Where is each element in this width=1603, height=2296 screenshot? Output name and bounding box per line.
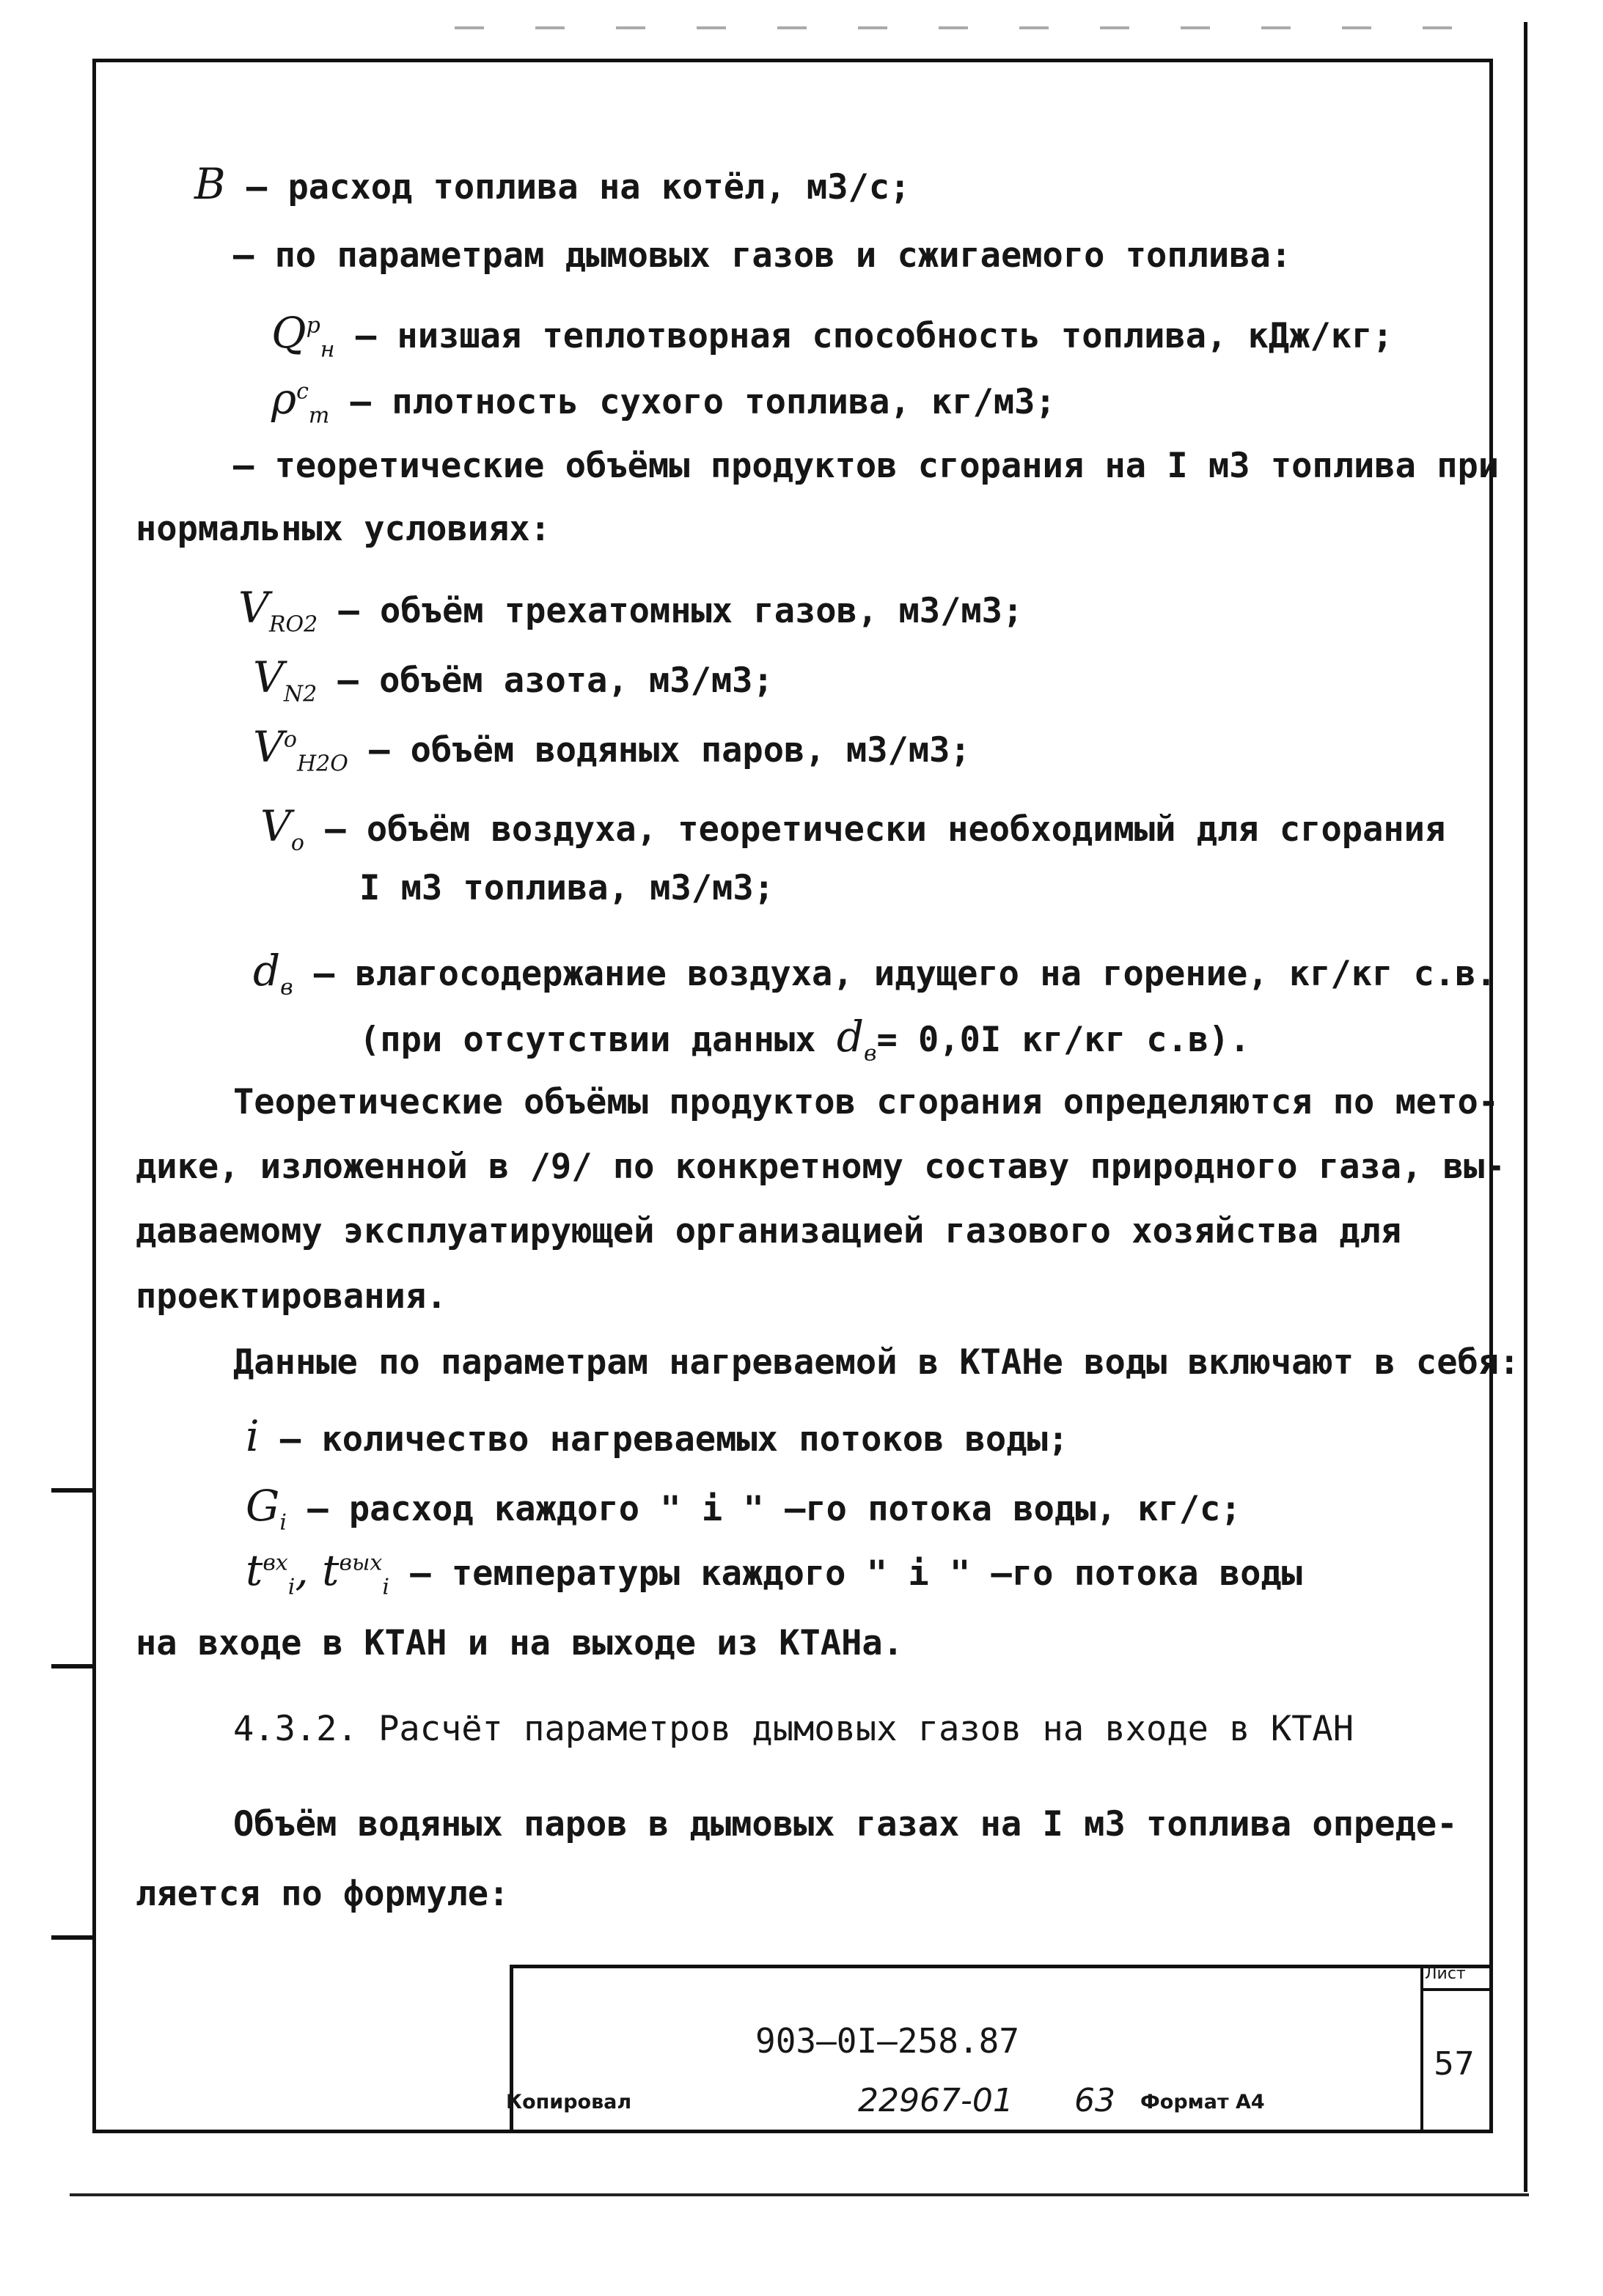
line-text: Данные по параметрам нагреваемой в КТАНе воды включают в себя: (233, 1342, 1520, 1383)
text-line (271, 308, 1393, 363)
text-line (246, 1545, 1302, 1600)
line-text: 4.3.2. Расчёт параметров дымовых газов на входе в КТАН (233, 1709, 1354, 1749)
text-line (136, 509, 551, 549)
text-line (233, 1342, 1520, 1383)
margin-tick (51, 1488, 95, 1493)
line-text: – влагосодержание воздуха, идущего на горение, кг/кг с.в. (293, 954, 1497, 994)
page-number: 63 (1074, 2082, 1115, 2119)
line-text: нормальных условиях: (136, 509, 551, 549)
symbol: B (194, 159, 226, 209)
symbol: $V_{N2}$ (253, 652, 318, 707)
text-line (233, 446, 1500, 486)
text-line (260, 801, 1446, 856)
margin-tick (51, 1935, 95, 1940)
line-text: – расход каждого " i " –го потока воды, кг/с; (286, 1489, 1241, 1529)
text-line (253, 722, 971, 777)
sheet-separator (1420, 1988, 1492, 1991)
line-text: ляется по формуле: (136, 1874, 510, 1914)
line-text: – расход топлива на котёл, м3/с; (225, 167, 911, 207)
text-line (253, 946, 1497, 1001)
symbol: i (246, 1411, 260, 1461)
format-label: Формат А4 (1140, 2091, 1265, 2113)
text-line (194, 159, 911, 209)
line-text: – плотность сухого топлива, кг/м3; (329, 382, 1056, 422)
text-line (253, 652, 774, 707)
line-text: Объём водяных паров в дымовых газах на I м3 топлива опреде- (233, 1804, 1458, 1844)
line-text: – количество нагреваемых потоков воды; (259, 1419, 1069, 1460)
symbol: $G_i$ (246, 1481, 287, 1536)
text-line (246, 1481, 1241, 1536)
order-number: 22967-01 (858, 2082, 1013, 2119)
line-text: = 0,0I кг/кг с.в). (876, 1020, 1250, 1060)
text-line (359, 1012, 1250, 1067)
text-line (136, 1276, 447, 1317)
line-text: I м3 топлива, м3/м3; (359, 868, 774, 908)
outer-right-border (1524, 22, 1527, 2192)
line-text: – объём водяных паров, м3/м3; (348, 730, 971, 770)
symbol: $Q^р_н$ (271, 308, 335, 363)
text-line (136, 1623, 903, 1663)
symbol: $d_в$ (253, 946, 293, 1001)
symbol: $V_o$ (260, 801, 304, 856)
line-text: – по параметрам дымовых газов и сжигаемого топлива: (233, 235, 1292, 276)
line-text: Теоретические объёмы продуктов сгорания определяются по мето- (233, 1082, 1500, 1122)
line-text: на входе в КТАН и на выходе из КТАНа. (136, 1623, 903, 1663)
symbol: $d_в$ (836, 1012, 877, 1067)
symbol: $V_{RO2}$ (238, 583, 318, 638)
symbol: $\rho^c_т$ (271, 374, 330, 429)
margin-tick (51, 1664, 95, 1668)
text-line (233, 1082, 1500, 1122)
text-line (136, 1211, 1402, 1251)
bottom-rule (70, 2193, 1529, 2196)
text-line (359, 868, 774, 908)
line-text: – объём воздуха, теоретически необходимый для сгорания (304, 809, 1446, 850)
section-heading (233, 1709, 1354, 1749)
text-line (136, 1874, 510, 1914)
line-text: – объём азота, м3/м3; (317, 661, 774, 701)
line-text: – температуры каждого " i " –го потока воды (389, 1553, 1302, 1594)
text-line (271, 374, 1056, 429)
text-line (136, 1147, 1505, 1187)
line-text: – низшая теплотворная способность топлива, кДж/кг; (334, 316, 1393, 356)
sheet-label: Лист (1425, 1965, 1466, 1983)
line-text: даваемому эксплуатирующей организацией газового хозяйства для (136, 1211, 1402, 1251)
text-line (238, 583, 1024, 638)
line-text: – объём трехатомных газов, м3/м3; (318, 591, 1024, 631)
symbol: $t^{вх}_i$, $t^{вых}_i$ (246, 1545, 389, 1600)
text-line (246, 1411, 1069, 1461)
text-line (233, 235, 1292, 276)
line-text: дике, изложенной в /9/ по конкретному составу природного газа, вы- (136, 1147, 1505, 1187)
text-line (233, 1804, 1458, 1844)
line-text: – теоретические объёмы продуктов сгорания на I м3 топлива при (233, 446, 1500, 486)
symbol: $V^o_{H2O}$ (253, 722, 348, 777)
document-code: 903–0I–258.87 (755, 2021, 1020, 2061)
sheet-number: 57 (1434, 2045, 1475, 2083)
copied-label: Копировал (506, 2091, 632, 2113)
line-text: (при отсутствии данных (359, 1020, 837, 1060)
line-text: проектирования. (136, 1276, 447, 1317)
top-dashes (455, 26, 1481, 29)
